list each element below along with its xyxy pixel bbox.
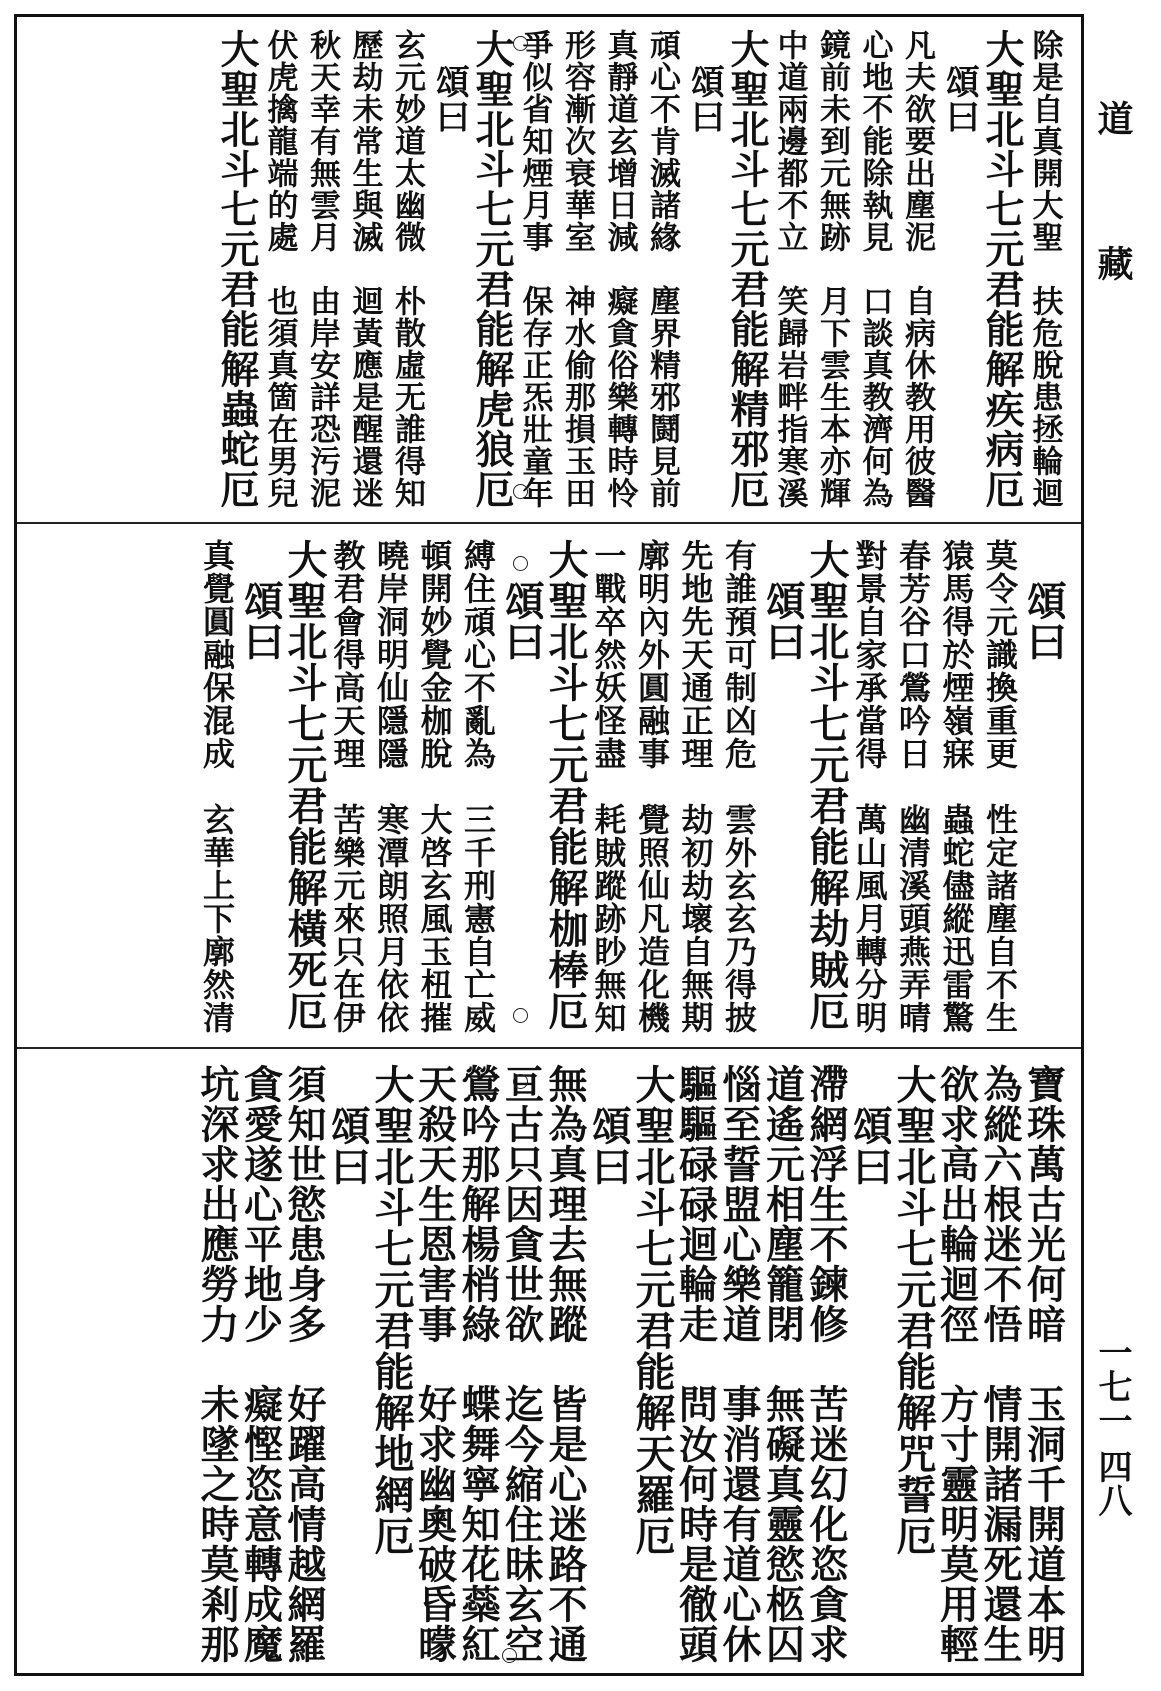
- text-column: 大聖北斗七元君能解枷棒厄: [542, 539, 589, 1031]
- text-column: 為縱六根迷不悟 情開諸漏死還生: [977, 1064, 1023, 1664]
- text-column: 頌曰: [939, 29, 980, 134]
- panel-divider-1: [17, 522, 1081, 524]
- text-column: 大聖北斗七元君能解天羅厄: [629, 1064, 676, 1556]
- text-column: 凡夫欲要出塵泥 自病休教用彼醫: [899, 29, 935, 509]
- text-column: 道遙元相塵籠閉 無礙真靈慾柩囚: [759, 1064, 806, 1664]
- text-column: 秋天幸有無雲月 由岸安詳恐污泥: [304, 29, 340, 509]
- text-column: 天殺天生恩害事 好求幽奧破昏曚: [411, 1064, 458, 1664]
- text-column: 大聖北斗七元君能解疾病厄: [979, 29, 1025, 509]
- text-column: 須知世慾患身多 好躍高情越網羅: [281, 1064, 327, 1664]
- text-column: 玄元妙道太幽微 朴散虛无誰得知: [389, 29, 425, 509]
- text-column: 縛住頑心不亂為 三千刑憲自亡威: [459, 539, 497, 1034]
- binding-hole-marker: [513, 36, 528, 51]
- panel-2: [17, 527, 1081, 1052]
- binding-hole-marker: [513, 1008, 528, 1023]
- text-column: 亘古只因貪世欲 迄今縮住昧玄空: [498, 1064, 545, 1664]
- text-column: 曉岸洞明仙隱隱 寒潭朗照月依依: [372, 539, 410, 1034]
- text-column: 頓開妙覺金枷脫 大啓玄風玉杻摧: [415, 539, 454, 1034]
- text-column: 無為真理去無蹤 皆是心迷路不通: [542, 1064, 588, 1664]
- text-column: 寶珠萬古光何暗 玉洞千開道本明: [1020, 1064, 1067, 1664]
- binding-hole-marker: [513, 484, 528, 499]
- text-column: 伏虎擒龍端的處 也須真箇在男兒: [261, 29, 298, 509]
- text-column: 對景自家承當得 萬山風月轉分明: [850, 539, 889, 1034]
- text-column: 大聖北斗七元君能解蟲蛇厄: [214, 29, 260, 509]
- text-column: 頑心不肯滅諸緣 塵界精邪鬪見前: [644, 29, 680, 509]
- binding-hole-marker: [502, 1648, 517, 1663]
- binding-hole-marker: [513, 556, 528, 571]
- text-column: 頌曰: [684, 29, 725, 134]
- text-column: 大聖北斗七元君能解精邪厄: [724, 29, 770, 509]
- panel-1: [17, 17, 1081, 527]
- text-column: 頌曰: [585, 1064, 633, 1187]
- text-column: 除是自真開大聖 扶危脫患拯輪迴: [1026, 29, 1063, 509]
- text-column: 一戰卒然妖怪盡 耗賊蹤跡眇無知: [589, 539, 628, 1034]
- text-column: 莫令元識換重更 性定諸塵自不生: [981, 539, 1019, 1034]
- text-column: 欲求高出輪迴徑 方寸靈明莫用輕: [933, 1064, 980, 1664]
- text-column: 歷劫未常生與滅 迴黃應是醒還迷: [346, 29, 383, 509]
- text-column: 鏡前未到元無跡 月下雲生本亦輝: [814, 29, 850, 509]
- text-column: 爭似省知煙月事 保存正炁壯童年: [516, 29, 553, 509]
- text-column: 頌曰: [1020, 539, 1068, 662]
- text-column: 大聖北斗七元君能解地網厄: [368, 1064, 415, 1556]
- text-column: 大聖北斗七元君能解橫死厄: [281, 539, 328, 1031]
- text-column: 驅驅碌碌迴輪走 問汝何時是徹頭: [672, 1064, 719, 1664]
- margin-title-char-1: 道: [1092, 100, 1134, 136]
- text-column: 真靜道玄增日減 癡貪俗樂轉時怜: [601, 29, 638, 509]
- text-column: 貪愛遂心平地少 癡慳恣意轉成魔: [237, 1064, 284, 1664]
- text-column: 頌曰: [759, 539, 807, 662]
- page-number: 一七一 四八: [1092, 1335, 1132, 1517]
- text-column: 頌曰: [429, 29, 470, 134]
- text-column: 頌曰: [237, 539, 285, 662]
- text-column: 頌曰: [498, 539, 546, 662]
- panel-divider-2: [17, 1047, 1081, 1049]
- text-column: 有誰預可制凶危 雲外玄玄乃得披: [720, 539, 758, 1034]
- margin-title-char-2: 藏: [1092, 245, 1134, 281]
- text-column: 惱至誓盟心樂道 事消還有道心休: [716, 1064, 762, 1664]
- text-column: 大聖北斗七元君能解劫賊厄: [803, 539, 850, 1031]
- text-column: 廓明內外圓融事 覺照仙凡造化機: [633, 539, 671, 1034]
- text-column: 中道兩邊都不立 笑歸岩畔指寒溪: [771, 29, 808, 509]
- panel-3: [17, 1052, 1081, 1672]
- text-column: 教君會得高天理 苦樂元來只在伊: [328, 539, 367, 1034]
- text-column: 心地不能除執見 口談真教濟何為: [856, 29, 893, 509]
- text-column: 形容漸次衰華室 神水偷那損玉田: [559, 29, 595, 509]
- text-column: 猿馬得於煙嶺寐 蟲蛇儘縱迅雷驚: [937, 539, 976, 1034]
- text-column: 先地先天通正理 劫初劫壞自無期: [676, 539, 715, 1034]
- text-column: 大聖北斗七元君能解咒誓厄: [890, 1064, 937, 1556]
- text-column: 頌曰: [324, 1064, 372, 1187]
- text-column: 滯網浮生不鍊修 苦迷幻化恣貪求: [803, 1064, 849, 1664]
- text-column: 真覺圓融保混成 玄華上下廓然清: [198, 539, 236, 1034]
- text-column: 大聖北斗七元君能解虎狼厄: [469, 29, 515, 509]
- binding-hole-marker: [513, 1074, 528, 1089]
- text-column: 頌曰: [846, 1064, 894, 1187]
- text-column: 鶯吟那解楊梢綠 蝶舞寧知花蘂紅: [455, 1064, 501, 1664]
- page-frame: [14, 14, 1084, 1676]
- text-column: 春芳谷口鶯吟日 幽清溪頭燕弄晴: [894, 539, 932, 1034]
- text-column: 坑深求出應勞力 未墜之時莫剎那: [194, 1064, 240, 1664]
